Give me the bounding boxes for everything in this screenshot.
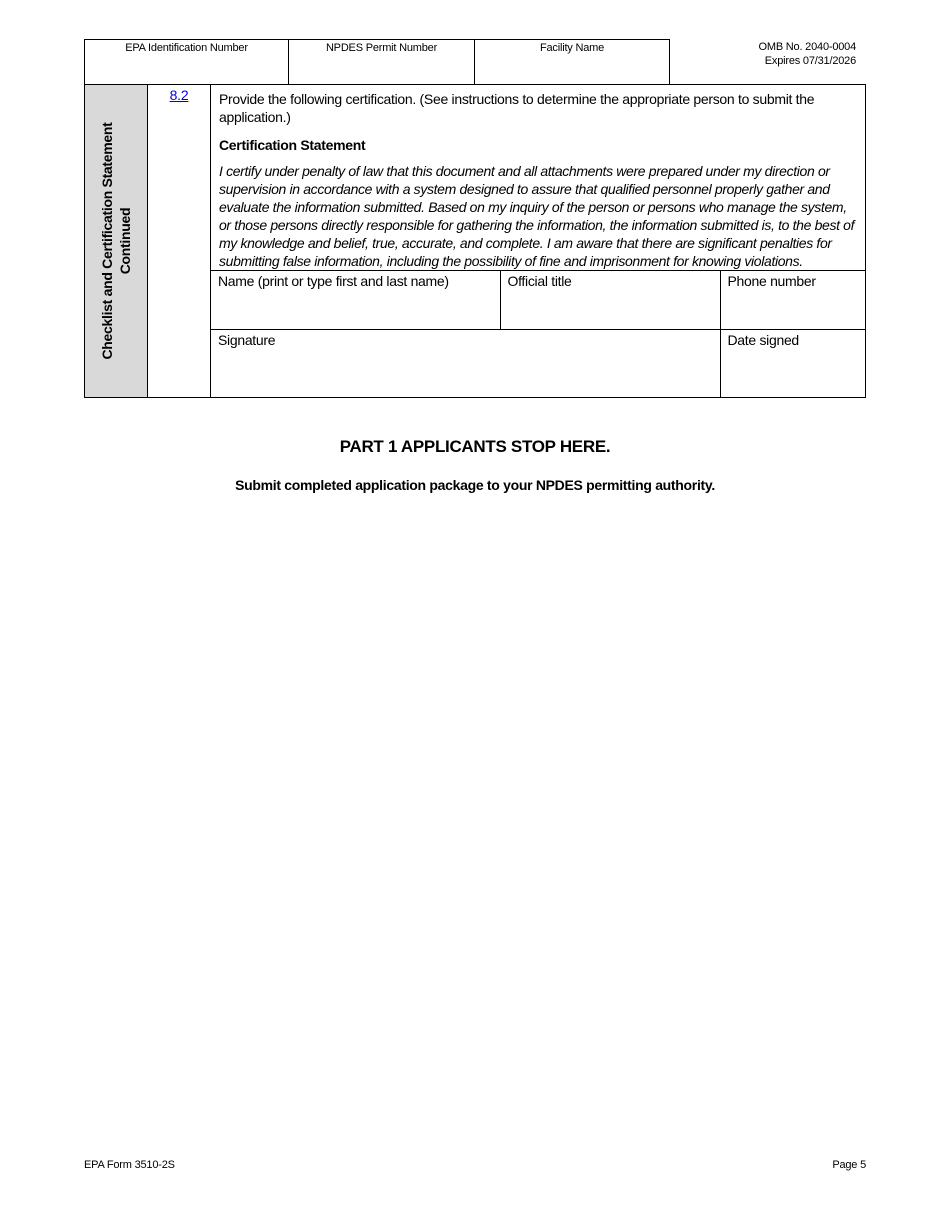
date-signed-field[interactable] xyxy=(720,330,866,398)
npdes-permit-label: NPDES Permit Number xyxy=(325,42,438,54)
certification-heading: Certification Statement xyxy=(219,137,366,153)
side-title-line2: Continued xyxy=(117,207,133,275)
npdes-permit-field[interactable] xyxy=(289,40,475,85)
signature-label: Signature xyxy=(218,332,276,348)
item-number-cell xyxy=(148,85,211,398)
item-number-link[interactable]: 8.2 xyxy=(169,87,189,103)
date-signed-label: Date signed xyxy=(727,332,799,348)
certification-statement: I certify under penalty of law that this document and all attachments were prepared under my direction or supervision in accordance with a system designed to assure that qualified personnel properly gather and evaluate the information submitted. Based on my inquiry of the person or persons who manage the system, or those persons directly responsible for gathering the information, the information submitted is, to the best of my knowledge and belief, true, accurate, and complete. I am aware that there are significant penalties for submitting false information, including the possibility of fine and imprisonment for knowing violations. xyxy=(219,163,855,269)
epa-id-label: EPA Identification Number xyxy=(125,42,248,54)
official-title-field[interactable] xyxy=(500,271,720,330)
official-title-label: Official title xyxy=(507,273,572,289)
certification-content xyxy=(211,85,866,398)
section-side-title xyxy=(85,85,148,398)
header-id-table xyxy=(84,39,670,85)
name-label: Name (print or type first and last name) xyxy=(218,273,449,289)
signature-grid xyxy=(211,270,866,398)
submit-notice: Submit completed application package to your NPDES permitting authority. xyxy=(235,477,715,493)
phone-number-field[interactable] xyxy=(720,271,866,330)
phone-number-label: Phone number xyxy=(727,273,816,289)
form-name: EPA Form 3510-2S xyxy=(84,1159,175,1171)
omb-expiration: Expires 07/31/2026 xyxy=(764,55,856,67)
facility-name-field[interactable] xyxy=(475,40,670,85)
certification-section xyxy=(84,84,866,398)
facility-name-label: Facility Name xyxy=(539,42,605,54)
signature-field[interactable] xyxy=(211,330,720,398)
stop-notice: PART 1 APPLICANTS STOP HERE. xyxy=(339,437,611,456)
name-field[interactable] xyxy=(211,271,500,330)
epa-id-field[interactable] xyxy=(85,40,289,85)
side-title-line1: Checklist and Certification Statement xyxy=(99,122,115,360)
omb-info xyxy=(700,40,856,68)
certification-instruction: Provide the following certification. (See instructions to determine the appropriate person to submit the application.) xyxy=(219,91,815,125)
page-number: Page 5 xyxy=(832,1159,866,1171)
omb-number: OMB No. 2040-0004 xyxy=(758,41,856,53)
